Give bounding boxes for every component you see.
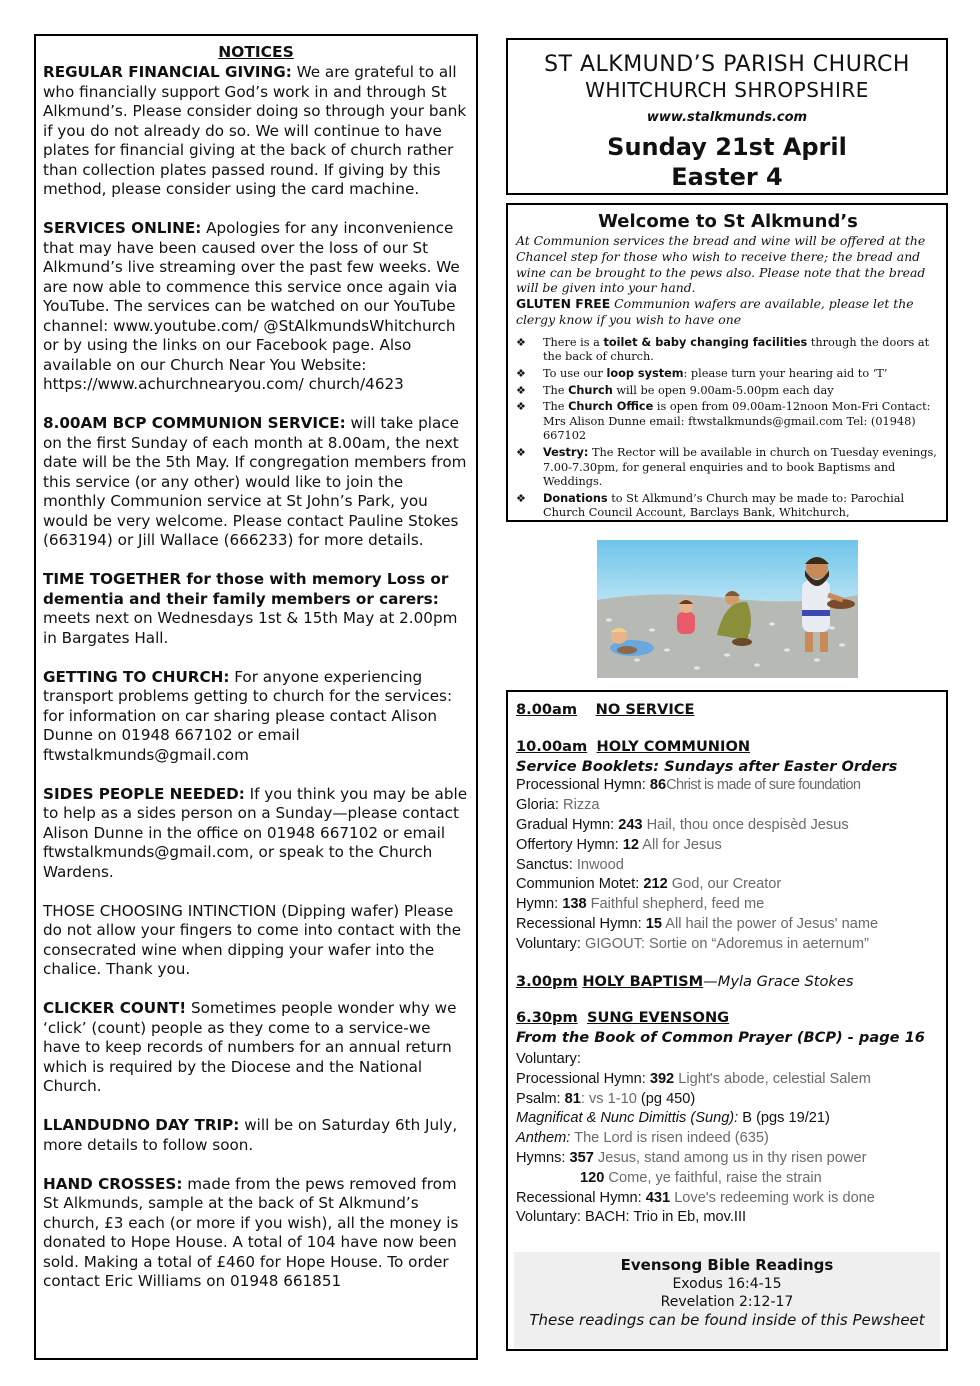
readings-title: Evensong Bible Readings [620,1256,834,1274]
evensong-recessional [516,1189,940,1209]
communion-item-label: Sanctus: [516,856,577,873]
welcome-bullet [516,384,940,399]
psalm-label: Psalm: [516,1090,565,1107]
notice-text: will take place on the first Sunday of each month at 8.00am, the next date will be the 5th May. If congregation members from this service (or any other) would like to join the monthly Communion service at St John’s Park, you would be very welcome. Please contact Pauline Stokes (663194) or Jill Wallace (666233) for more details. [43,414,467,549]
hymn-2-title: Come, ye faithful, raise the strain [604,1169,822,1186]
communion-item-title: Hail, thou once despisèd Jesus [642,816,849,833]
services-panel [506,690,948,1351]
service-date: Sunday 21st April [607,133,847,161]
readings-note: These readings can be found inside of this Pewsheet [529,1311,925,1329]
sower-parable-illustration [597,540,858,678]
hymns-label: Hymns: [516,1149,570,1166]
recessional-label: Recessional Hymn: [516,1189,646,1206]
welcome-bullet-bold: loop system [606,366,684,380]
communion-item-title: All hail the power of Jesus' name [662,915,879,932]
service-10am-time: 10.00am [516,737,588,755]
notice-text: Apologies for any inconvenience that may have been caused over the loss of our St Alkmund’s live streaming over the past few weeks. We are now able to commence this service once again via YouTube. The services can be watched on our YouTube channel: www.youtube.com/ @StAlkmundsWhitchurch or by using the links on our Facebook page. Also available on our Church Near You Website: https://www.achurchnearyou.com/ church/4623 [43,219,460,393]
gluten-free-text: Communion wafers are available, please let the clergy know if you wish to have one [516,296,914,327]
communion-item [516,875,940,895]
psalm-page: (pg 450) [640,1090,696,1107]
diamond-bullet-icon: ❖ [516,445,526,459]
communion-item-title: God, our Creator [667,876,782,893]
notice-title: GETTING TO CHURCH: [43,667,230,686]
church-name: ST ALKMUND’S PARISH CHURCH [544,52,910,77]
notice-text: (Dipping wafer) Please do not allow your fingers to come into contact with the consecrated wine when dipping your wafer into the chalice. Thank you. [43,901,462,978]
welcome-bullet-bold: Donations [543,491,608,505]
communion-item-label: Processional Hymn: [516,777,650,794]
diamond-bullet-icon: ❖ [516,366,526,380]
evensong-processional-number: 392 [649,1070,675,1087]
notice-item [43,570,469,648]
notice-title: TIME TOGETHER for those with memory Loss or dementia and their family members or carers: [43,570,449,608]
welcome-bullet-bold: Vestry: [543,445,589,459]
communion-item-title: Rizza [563,797,600,814]
communion-item-label: Communion Motet: [516,876,644,893]
evensong-hymn-1 [516,1149,940,1169]
communion-item [516,895,940,915]
communion-item [516,816,940,836]
service-booklets: Service Booklets: Sundays after Easter Orders [516,757,898,775]
communion-item [516,836,940,856]
communion-item-number: 138 [562,896,587,913]
notice-title: HAND CROSSES: [43,1174,183,1193]
service-630pm-time: 6.30pm [516,1009,578,1027]
evensong-voluntary-2: Voluntary: BACH: Trio in Eb, mov.III [516,1209,747,1226]
communion-note [516,233,940,328]
welcome-bullet-bold: Church [568,383,613,397]
reading-1: Exodus 16:4-15 [672,1276,782,1292]
evensong-voluntary-1: Voluntary: [516,1050,581,1067]
notice-title: SERVICES ONLINE: [43,219,202,237]
welcome-bullet-post: through the doors at the back of church. [543,335,930,364]
communion-item [516,776,940,796]
welcome-panel [506,203,948,522]
welcome-bullet-post: will be open 9.00am-5.00pm each day [612,383,834,397]
communion-item-number: 12 [622,836,640,853]
psalm-number: 81 [564,1090,581,1107]
communion-item-label: Gloria: [516,797,564,814]
communion-item-number: 15 [645,915,663,932]
communion-text: At Communion services the bread and wine will be offered at the Chancel step for those who wish to receive there; the bread and wine can be brought to the pews also. Please note that the bread will be given into your hand. [516,233,926,296]
notice-item [43,668,469,766]
notice-title: THOSE CHOOSING INTINCTION [43,901,277,920]
notice-item [43,1116,469,1155]
evensong-book: From the Book of Common Prayer (BCP) - page 16 [516,1029,925,1047]
church-town: WHITCHURCH SHROPSHIRE [585,78,869,102]
communion-item [516,915,940,935]
notice-text: If you think you may be able to help as a sides person on a Sunday—please contact Alison Dunne in the office on 01948 667102 or email ftwstalkmunds@gmail.com, or speak to the Church Wardens. [43,784,468,881]
psalm-verses: : vs 1-10 [580,1090,641,1107]
holy-communion-order [516,776,940,954]
communion-item-label: Hymn: [516,896,563,913]
evensong-hymn-2 [516,1169,940,1189]
communion-item-label: Recessional Hymn: [516,915,646,932]
notice-list [43,63,469,1292]
welcome-bullet [516,446,940,490]
welcome-bullet [516,492,940,521]
evensong-readings [514,1252,940,1348]
service-8am-time: 8.00am [516,701,578,718]
evensong-magnificat [516,1109,940,1129]
notice-title: REGULAR FINANCIAL GIVING: [43,63,292,81]
church-header [506,38,948,195]
service-8am-name: NO SERVICE [595,701,695,718]
communion-item-title: All for Jesus [639,836,722,853]
service-3pm-name: HOLY BAPTISM [582,972,704,990]
notice-item [43,902,469,980]
hymn-2-number: 120 [580,1169,605,1186]
recessional-number: 431 [645,1189,671,1206]
service-8am [516,700,940,720]
notice-title: LLANDUDNO DAY TRIP: [43,1116,240,1134]
gluten-free-label: GLUTEN FREE [516,296,611,312]
communion-item-title: Inwood [576,856,624,873]
service-3pm-time: 3.00pm [516,972,578,990]
notice-title: CLICKER COUNT! [43,999,187,1017]
church-website: www.stalkmunds.com [646,110,808,125]
notices-heading: NOTICES [218,43,294,61]
evensong-processional-title: Light's abode, celestial Salem [674,1070,871,1087]
welcome-bullet-bold: toilet & baby changing facilities [603,335,808,349]
evensong-anthem [516,1129,940,1149]
diamond-bullet-icon: ❖ [516,400,526,414]
anthem-title: The Lord is risen indeed (635) [570,1130,769,1147]
reading-2: Revelation 2:12-17 [660,1294,794,1310]
welcome-title: Welcome to St Alkmund’s [598,211,858,232]
communion-item-title: GIGOUT: Sortie on “Adoremus in aeternum” [584,935,869,952]
communion-item-label: Voluntary: [516,935,585,952]
welcome-bullet-pre: The [543,383,569,397]
welcome-bullet-pre: To use our [543,366,607,380]
notice-text: We are grateful to all who financially support God’s work in and through St Alkmund’s. Please consider doing so through your bank if you do not already do so. We will continue to have plates for financial giving at the back of church rather than collection plates passed round. If giving by this method, please consider using the card machine. [43,63,467,198]
notice-title: 8.00AM BCP COMMUNION SERVICE: [43,414,346,432]
magnificat-value: B (pgs 19/21) [738,1110,830,1127]
service-630pm-name: SUNG EVENSONG [586,1009,730,1027]
notice-title: SIDES PEOPLE NEEDED: [43,784,245,803]
communion-item-title: Christ is made of sure foundation [666,777,861,794]
evensong-processional [516,1070,940,1090]
communion-item-number: 243 [618,816,643,833]
communion-item-label: Offertory Hymn: [516,836,623,853]
welcome-bullet [516,367,940,382]
notice-text: meets next on Wednesdays 1st & 15th May at 2.00pm in Bargates Hall. [43,609,458,647]
welcome-bullet [516,336,940,365]
hymn-1-number: 357 [569,1149,594,1166]
welcome-bullet-pre: There is a [543,335,604,349]
notice-text: For anyone experiencing transport problems getting to church for the services: for information on car sharing please contact Alison Dunne on 01948 667102 or email ftwstalkmunds@gmail.com [43,667,453,764]
notice-text: will be on Saturday 6th July, more details to follow soon. [43,1116,458,1154]
welcome-bullet [516,400,940,444]
liturgical-season: Easter 4 [671,163,783,191]
communion-item [516,796,940,816]
notice-text: made from the pews removed from St Alkmunds, sample at the back of St Alkmund’s church, £3 each (or more if you wish), all the money is donated to Hope House. A total of 104 have now been sold. Making a total of £460 for Hope House. To order contact Eric Williams on 01948 661851 [43,1174,459,1290]
welcome-bullet-list [516,336,940,521]
notice-item [43,785,469,883]
welcome-bullet-post: to St Alkmund’s Church may be made to: Parochial Church Council Account, Barclays Bank, Whitchurch, [543,491,905,520]
baptism-name: Myla Grace Stokes [717,972,854,990]
notice-item [43,1175,469,1292]
evensong-processional-label: Processional Hymn: [516,1070,650,1087]
anthem-label: Anthem: [516,1130,571,1147]
evensong-psalm [516,1090,940,1110]
notice-text: Sometimes people wonder why we ‘click’ (count) people as they come to a service-we have to keep records of numbers for an annual return which is required by the Diocese and the National Church. [43,999,457,1095]
welcome-bullet-post: : please turn your hearing aid to ‘T’ [683,366,888,380]
diamond-bullet-icon: ❖ [516,335,526,349]
communion-item [516,856,940,876]
service-10am [516,737,940,757]
notice-item [43,999,469,1097]
notice-item [43,219,469,395]
service-10am-name: HOLY COMMUNION [596,737,751,755]
diamond-bullet-icon: ❖ [516,491,526,505]
communion-item-label: Gradual Hymn: [516,816,619,833]
service-630pm [516,1008,940,1028]
welcome-bullet-post: The Rector will be available in church on Tuesday evenings, 7.00-7.30pm, for general enquiries and to book Baptisms and Weddings. [543,445,937,489]
welcome-bullet-post: is open from 09.00am-12noon Mon-Fri Contact: Mrs Alison Dunne email: ftwstalkmunds@gmail.com Tel: (01948) 667102 [543,400,931,443]
communion-item-number: 212 [643,876,668,893]
welcome-bullet-bold: Church Office [568,400,654,414]
service-3pm: 3.00pm HOLY BAPTISM—Myla Grace Stokes [516,972,854,990]
welcome-bullet-pre: The [543,400,569,414]
notice-item [43,63,469,200]
communion-item [516,935,940,955]
notices-panel [34,34,478,1360]
hymn-1-title: Jesus, stand among us in thy risen power [593,1149,867,1166]
communion-item-title: Faithful shepherd, feed me [586,896,765,913]
magnificat-label: Magnificat & Nunc Dimittis (Sung): [516,1110,739,1127]
notice-item [43,414,469,551]
communion-item-number: 86 [649,777,667,794]
diamond-bullet-icon: ❖ [516,383,526,397]
recessional-title: Love's redeeming work is done [670,1189,875,1206]
